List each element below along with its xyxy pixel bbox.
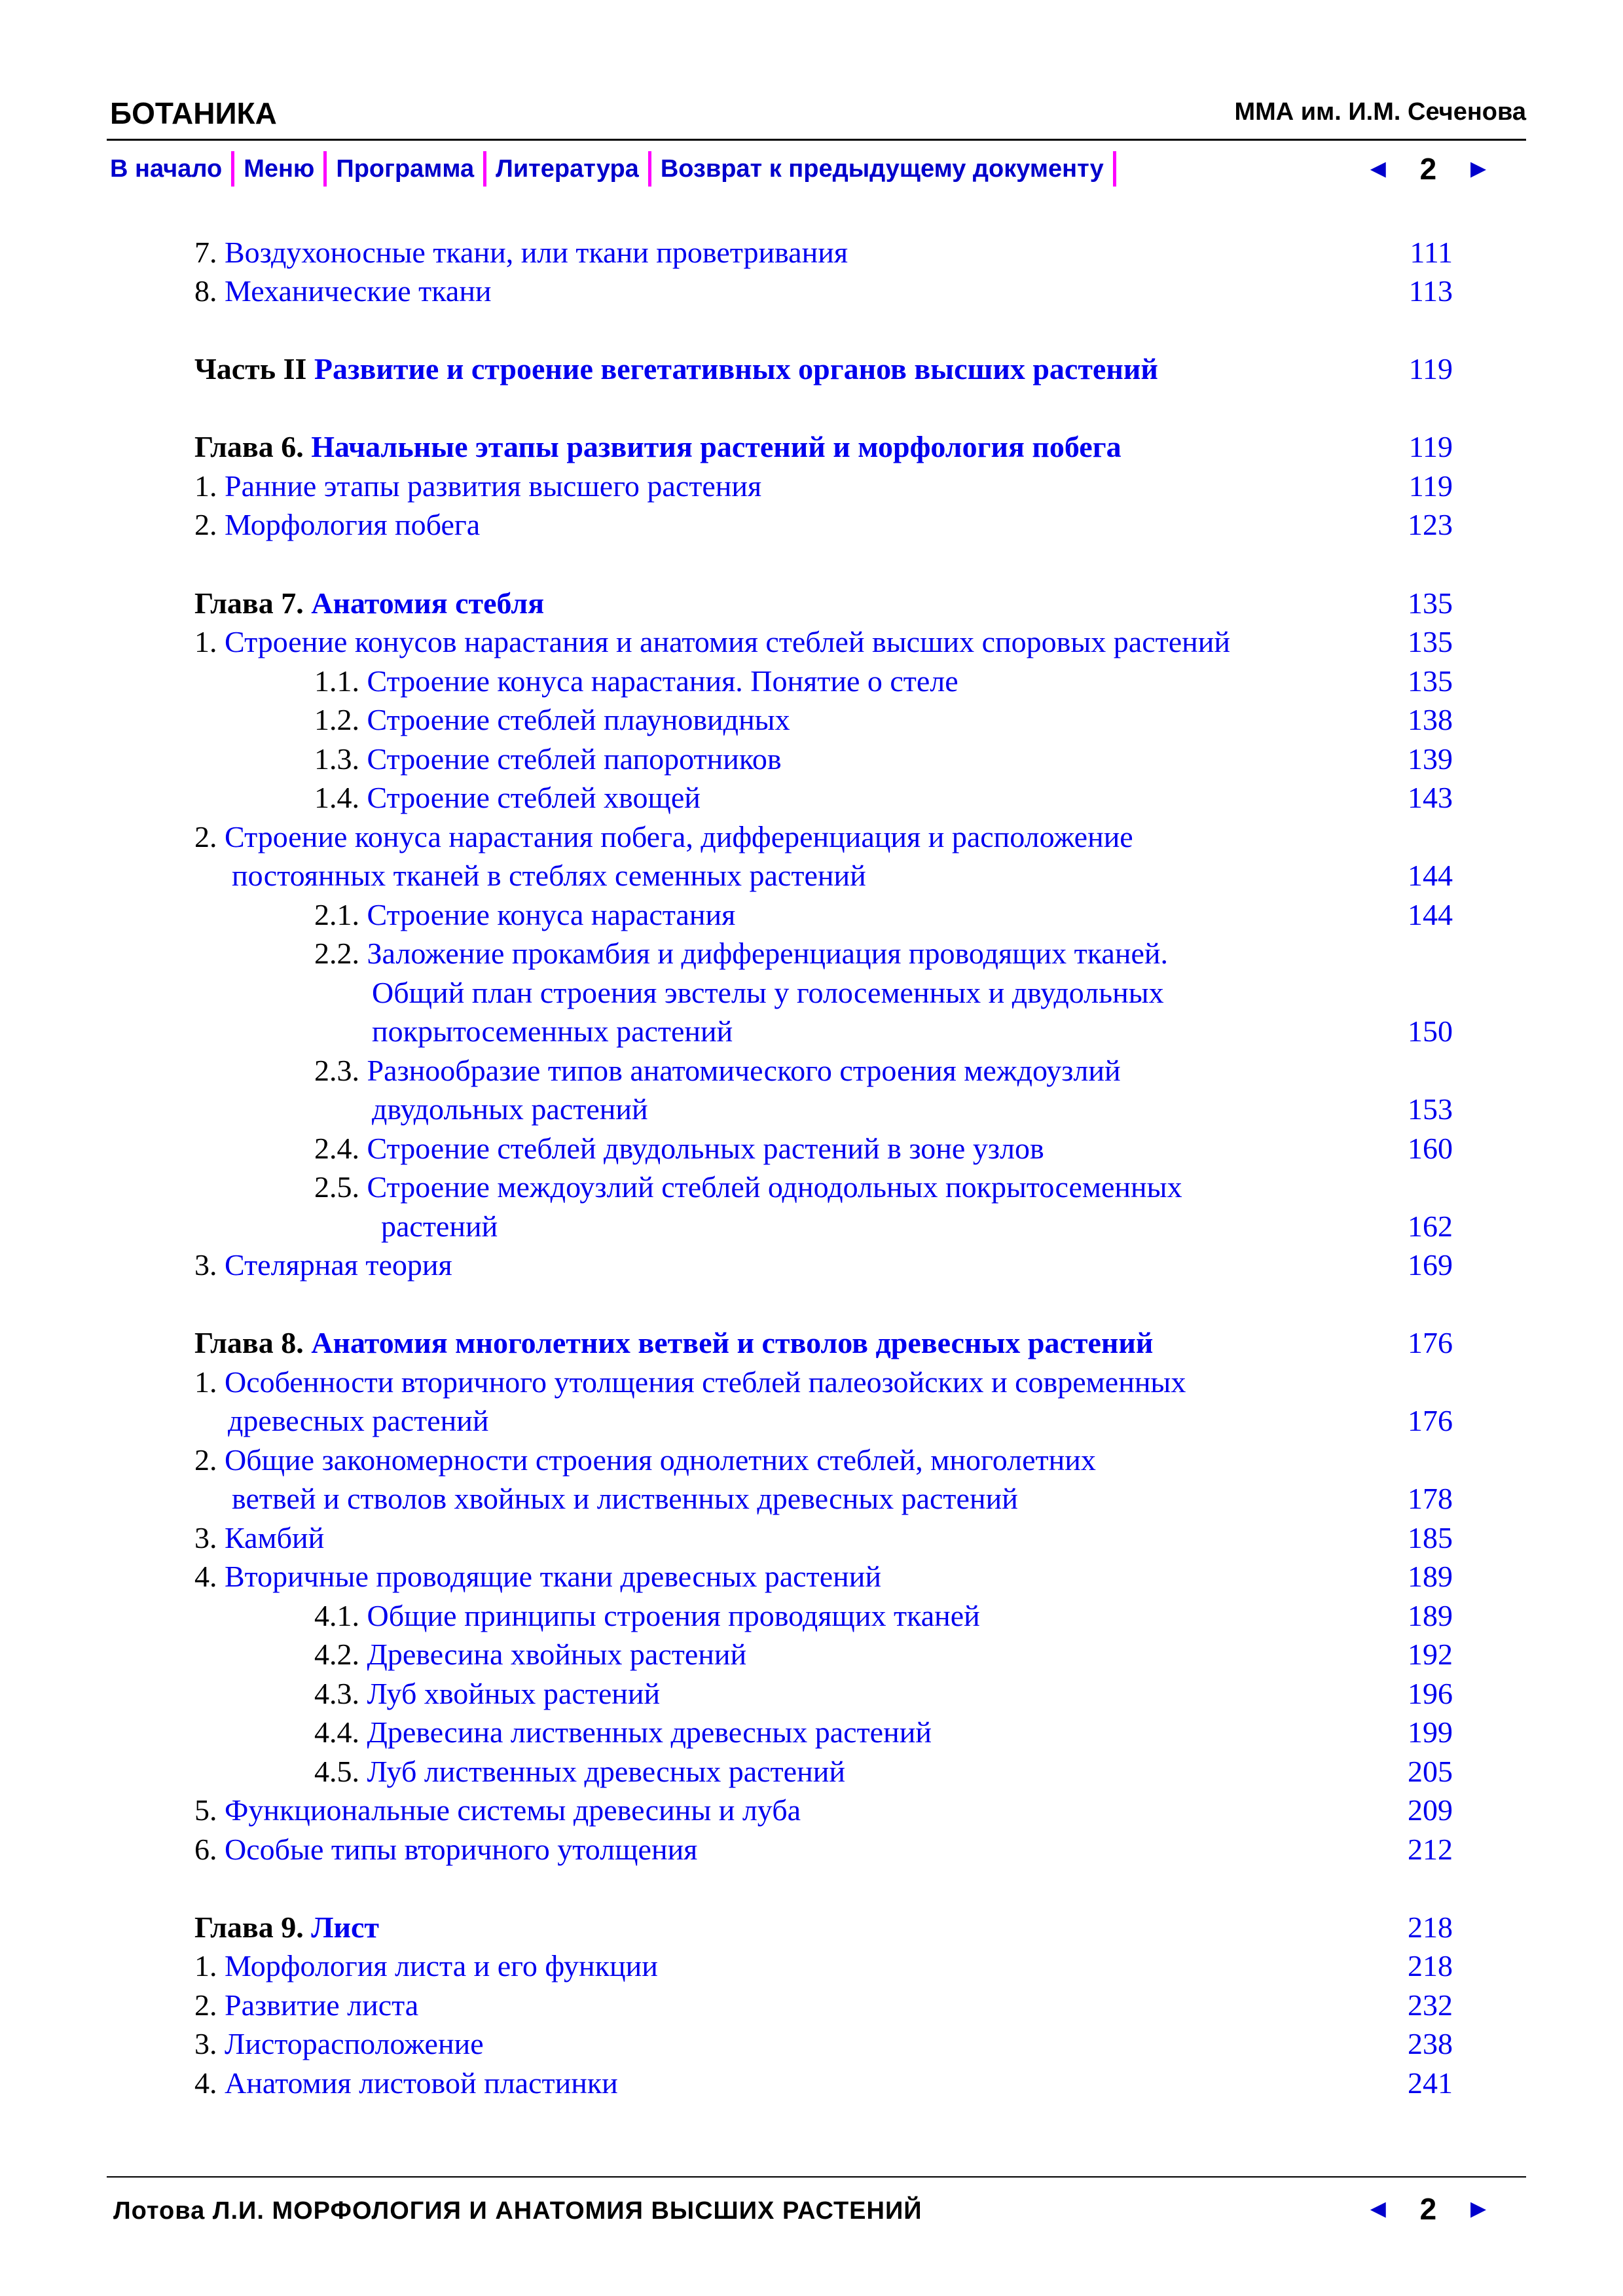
toc-page-number[interactable]: 192 bbox=[1408, 1638, 1453, 1671]
toc-page-number[interactable]: 189 bbox=[1408, 1599, 1453, 1632]
toc-page-number[interactable]: 212 bbox=[1408, 1833, 1453, 1866]
footer-author-title: Лотова Л.И. МОРФОЛОГИЯ И АНАТОМИЯ ВЫСШИХ РАСТЕНИЙ bbox=[113, 2197, 922, 2225]
toc-item[interactable]: 3. Камбий bbox=[194, 1521, 325, 1554]
toc-subitem[interactable]: 2.4. Строение стеблей двудольных растений в зоне узлов bbox=[314, 1132, 1044, 1165]
toc-page-number[interactable]: 218 bbox=[1408, 1910, 1453, 1944]
nav-link-back[interactable]: Возврат к предыдущему документу bbox=[660, 154, 1104, 183]
toc-subitem-continuation[interactable]: двудольных растений bbox=[372, 1092, 648, 1126]
header-title: БОТАНИКА bbox=[110, 96, 277, 130]
nav-link-literature[interactable]: Литература bbox=[496, 154, 639, 183]
toc-page-number[interactable]: 150 bbox=[1408, 1014, 1453, 1048]
toc-page-number[interactable]: 176 bbox=[1408, 1326, 1453, 1359]
toc-part-heading[interactable]: Часть II Развитие и строение вегетативных органов высших растений bbox=[194, 352, 1158, 386]
toc-page-number[interactable]: 139 bbox=[1408, 742, 1453, 776]
toc-item[interactable]: 2. Общие закономерности строения однолетних стеблей, многолетних bbox=[194, 1443, 1096, 1477]
next-page-icon[interactable]: ► bbox=[1465, 154, 1491, 183]
toc-page-number[interactable]: 218 bbox=[1408, 1949, 1453, 1982]
nav-link-home[interactable]: В начало bbox=[110, 154, 223, 183]
toc-page-number[interactable]: 111 bbox=[1410, 236, 1453, 269]
toc-item[interactable]: 3. Листорасположение bbox=[194, 2027, 484, 2060]
toc-page-number[interactable]: 178 bbox=[1408, 1482, 1453, 1515]
footer-page-number: 2 bbox=[1419, 2192, 1437, 2226]
toc-subitem[interactable]: 4.5. Луб лиственных древесных растений bbox=[314, 1755, 845, 1788]
header-institution: ММА им. И.М. Сеченова bbox=[1234, 98, 1526, 126]
toc-subitem[interactable]: 1.4. Строение стеблей хвощей bbox=[314, 781, 701, 814]
toc-item[interactable]: 2. Развитие листа bbox=[194, 1988, 419, 2022]
toc-item[interactable]: 7. Воздухоносные ткани, или ткани проветривания bbox=[194, 236, 848, 269]
toc-page-number[interactable]: 113 bbox=[1408, 274, 1453, 308]
page-number: 2 bbox=[1419, 152, 1437, 186]
nav-link-program[interactable]: Программа bbox=[336, 154, 475, 183]
prev-page-icon[interactable]: ◄ bbox=[1365, 2194, 1391, 2223]
toc-item[interactable]: 1. Ранние этапы развития высшего растения bbox=[194, 469, 762, 503]
nav-link-menu[interactable]: Меню bbox=[244, 154, 315, 183]
toc-page-number[interactable]: 135 bbox=[1408, 586, 1453, 620]
toc-item[interactable]: 5. Функциональные системы древесины и луба bbox=[194, 1793, 801, 1827]
toc-page-number[interactable]: 123 bbox=[1408, 508, 1453, 541]
footer-divider bbox=[107, 2176, 1526, 2178]
toc-page-number[interactable]: 144 bbox=[1408, 898, 1453, 931]
toc-subitem[interactable]: 2.1. Строение конуса нарастания bbox=[314, 898, 736, 931]
toc-page-number[interactable]: 143 bbox=[1408, 781, 1453, 814]
toc-item[interactable]: 2. Строение конуса нарастания побега, дифференциация и расположение bbox=[194, 820, 1133, 853]
toc-page-number[interactable]: 176 bbox=[1408, 1404, 1453, 1437]
toc-page-number[interactable]: 209 bbox=[1408, 1793, 1453, 1827]
toc-page-number[interactable]: 241 bbox=[1408, 2066, 1453, 2100]
toc-page-number[interactable]: 189 bbox=[1408, 1560, 1453, 1593]
toc-page-number[interactable]: 162 bbox=[1408, 1210, 1453, 1243]
toc-page-number[interactable]: 238 bbox=[1408, 2027, 1453, 2060]
toc-subitem[interactable]: 2.5. Строение междоузлий стеблей однодольных покрытосеменных bbox=[314, 1170, 1182, 1204]
toc-item[interactable]: 6. Особые типы вторичного утолщения bbox=[194, 1833, 698, 1866]
toc-subitem[interactable]: 2.2. Заложение прокамбия и дифференциация проводящих тканей. bbox=[314, 937, 1168, 970]
toc-page-number[interactable]: 185 bbox=[1408, 1521, 1453, 1554]
toc-page-number[interactable]: 205 bbox=[1408, 1755, 1453, 1788]
toc-page-number[interactable]: 199 bbox=[1408, 1715, 1453, 1749]
toc-page-number[interactable]: 153 bbox=[1408, 1092, 1453, 1126]
bottom-pager bbox=[1365, 2189, 1491, 2229]
toc-item-continuation[interactable]: ветвей и стволов хвойных и лиственных древесных растений bbox=[232, 1482, 1018, 1515]
toc-item-continuation[interactable]: древесных растений bbox=[228, 1404, 489, 1437]
toc-subitem[interactable]: 1.3. Строение стеблей папоротников bbox=[314, 742, 782, 776]
toc-item[interactable]: 4. Анатомия листовой пластинки bbox=[194, 2066, 618, 2100]
toc-subitem-continuation[interactable]: Общий план строения эвстелы у голосеменных и двудольных bbox=[372, 976, 1164, 1009]
toc-chapter-heading[interactable]: Глава 8. Анатомия многолетних ветвей и стволов древесных растений bbox=[194, 1326, 1154, 1359]
toc-page-number[interactable]: 119 bbox=[1408, 430, 1453, 463]
toc-page-number[interactable]: 135 bbox=[1408, 625, 1453, 658]
toc-subitem-continuation[interactable]: растений bbox=[381, 1210, 498, 1243]
toc-chapter-heading[interactable]: Глава 7. Анатомия стебля bbox=[194, 586, 545, 620]
toc-page-number[interactable]: 138 bbox=[1408, 703, 1453, 736]
toc-page-number[interactable]: 196 bbox=[1408, 1677, 1453, 1710]
toc-item[interactable]: 4. Вторичные проводящие ткани древесных растений bbox=[194, 1560, 881, 1593]
toc-item[interactable]: 8. Механические ткани bbox=[194, 274, 492, 308]
toc-chapter-heading[interactable]: Глава 9. Лист bbox=[194, 1910, 380, 1944]
toc-subitem[interactable]: 4.3. Луб хвойных растений bbox=[314, 1677, 661, 1710]
toc-item[interactable]: 1. Строение конусов нарастания и анатомия стеблей высших споровых растений bbox=[194, 625, 1230, 658]
toc-page-number[interactable]: 144 bbox=[1408, 859, 1453, 892]
toc-subitem[interactable]: 1.1. Строение конуса нарастания. Понятие о стеле bbox=[314, 664, 958, 698]
toc-subitem[interactable]: 4.2. Древесина хвойных растений bbox=[314, 1638, 747, 1671]
toc-page-number[interactable]: 232 bbox=[1408, 1988, 1453, 2022]
toc-page-number[interactable]: 135 bbox=[1408, 664, 1453, 698]
toc-page-number[interactable]: 119 bbox=[1408, 469, 1453, 503]
toc-subitem[interactable]: 4.1. Общие принципы строения проводящих тканей bbox=[314, 1599, 980, 1632]
toc-page-number[interactable]: 119 bbox=[1408, 352, 1453, 386]
toc-item[interactable]: 1. Особенности вторичного утолщения стеблей палеозойских и современных bbox=[194, 1365, 1186, 1399]
toc-chapter-heading[interactable]: Глава 6. Начальные этапы развития растений и морфология побега bbox=[194, 430, 1122, 463]
toc-page-number[interactable]: 160 bbox=[1408, 1132, 1453, 1165]
toc-page-number[interactable]: 169 bbox=[1408, 1248, 1453, 1282]
next-page-icon[interactable]: ► bbox=[1465, 2194, 1491, 2223]
toc-subitem[interactable]: 1.2. Строение стеблей плауновидных bbox=[314, 703, 790, 736]
toc-item[interactable]: 1. Морфология листа и его функции bbox=[194, 1949, 658, 1982]
toc-item[interactable]: 2. Морфология побега bbox=[194, 508, 481, 541]
toc-item[interactable]: 3. Стелярная теория bbox=[194, 1248, 452, 1282]
toc-item-continuation[interactable]: постоянных тканей в стеблях семенных растений bbox=[232, 859, 866, 892]
toc-subitem[interactable]: 2.3. Разнообразие типов анатомического строения междоузлий bbox=[314, 1054, 1121, 1087]
toc-subitem-continuation[interactable]: покрытосеменных растений bbox=[372, 1014, 733, 1048]
toc-subitem[interactable]: 4.4. Древесина лиственных древесных растений bbox=[314, 1715, 932, 1749]
prev-page-icon[interactable]: ◄ bbox=[1365, 154, 1391, 183]
